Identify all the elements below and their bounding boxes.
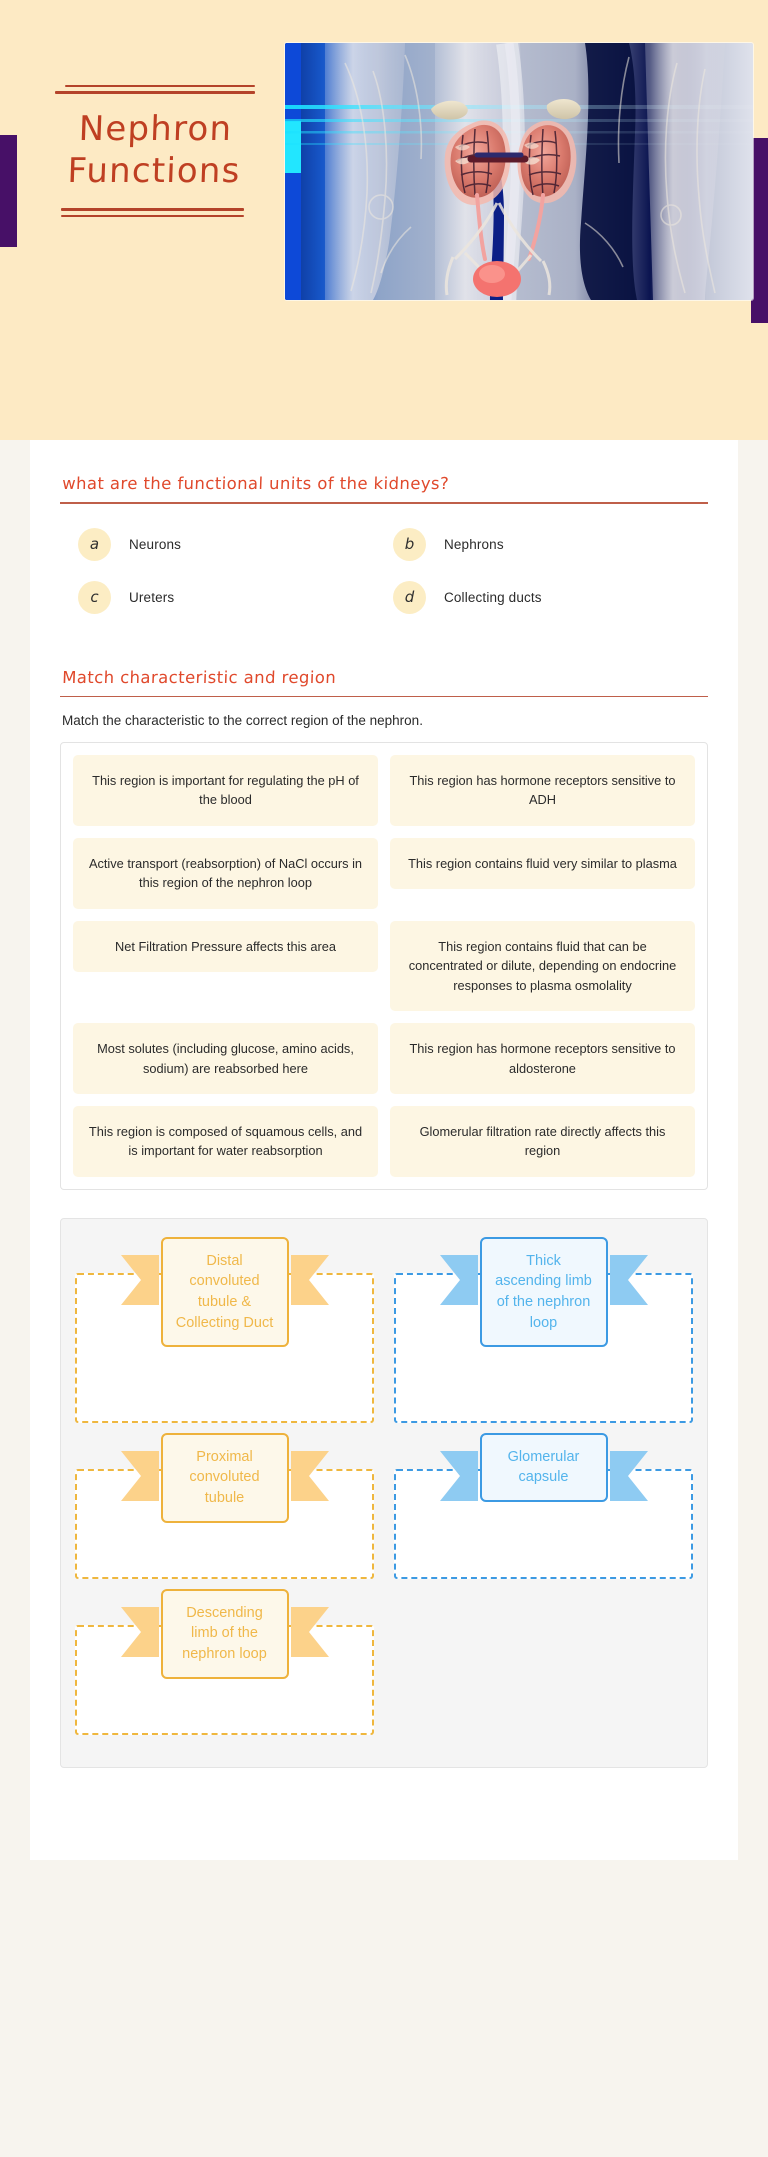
ribbon-5 — [119, 1589, 331, 1679]
ribbon-3 — [119, 1433, 331, 1523]
match-card-left-4[interactable]: Most solutes (including glucose, amino acids, sodium) are reabsorbed here — [73, 1023, 378, 1094]
option-d-bubble[interactable]: d — [393, 581, 426, 614]
option-b-bubble[interactable]: b — [393, 528, 426, 561]
match-card-right-1[interactable]: This region has hormone receptors sensitive to ADH — [390, 755, 695, 826]
question-1-heading: what are the functional units of the kidneys? — [61, 474, 450, 493]
accent-bar-left — [0, 135, 17, 247]
match-card-left-2[interactable]: Active transport (reabsorption) of NaCl occurs in this region of the nephron loop — [73, 838, 378, 909]
chip-holder-2 — [394, 1237, 693, 1347]
drag-row-3 — [75, 1589, 693, 1735]
drop-slot-4[interactable] — [394, 1433, 693, 1579]
accent-bar-right — [751, 138, 768, 323]
option-b[interactable] — [393, 528, 708, 561]
drop-slot-6-empty — [394, 1589, 693, 1735]
match-grid — [60, 742, 708, 1190]
option-c-bubble[interactable]: c — [78, 581, 111, 614]
question-1-options — [60, 528, 708, 634]
drop-slot-2[interactable] — [394, 1237, 693, 1423]
header-banner — [0, 0, 768, 440]
chip-holder-1 — [75, 1237, 374, 1347]
page-title — [53, 94, 256, 192]
title-rule-bottom-thin — [61, 215, 244, 217]
option-c-label: Ureters — [129, 589, 175, 605]
drag-chip-thick-ascending-limb[interactable]: Thick ascending limb of the nephron loop — [480, 1237, 608, 1347]
option-a-label: Neurons — [129, 536, 182, 552]
card-bottom-spacer — [30, 1768, 738, 1814]
option-a-bubble[interactable]: a — [78, 528, 111, 561]
ribbon-4 — [438, 1433, 650, 1505]
match-card-left-5[interactable]: This region is composed of squamous cells, and is important for water reabsorption — [73, 1106, 378, 1177]
chip-holder-5 — [75, 1589, 374, 1679]
option-c[interactable] — [78, 581, 393, 614]
section-spacer — [60, 634, 708, 668]
drag-drop-area — [60, 1218, 708, 1768]
chip-holder-3 — [75, 1433, 374, 1523]
page-title-line-2: Functions — [66, 151, 242, 192]
option-d-label: Collecting ducts — [444, 589, 542, 605]
drag-chip-glomerular-capsule[interactable]: Glomerular capsule — [480, 1433, 608, 1502]
match-card-right-2[interactable]: This region contains fluid very similar to plasma — [390, 838, 695, 889]
match-card-left-1[interactable]: This region is important for regulating the pH of the blood — [73, 755, 378, 826]
page-title-line-1: Nephron — [78, 109, 233, 149]
question-2-divider — [60, 696, 708, 698]
title-rule-bottom-thick — [61, 208, 244, 211]
option-a[interactable] — [78, 528, 393, 561]
match-card-right-4[interactable]: This region has hormone receptors sensitive to aldosterone — [390, 1023, 695, 1094]
drag-row-1 — [75, 1237, 693, 1423]
worksheet-card — [30, 440, 738, 1860]
question-2-heading: Match characteristic and region — [61, 667, 337, 687]
title-block — [55, 85, 255, 217]
ribbon-1 — [119, 1237, 331, 1347]
drop-slot-1[interactable] — [75, 1237, 374, 1423]
option-d[interactable] — [393, 581, 708, 614]
question-2-instruction: Match the characteristic to the correct region of the nephron. — [62, 713, 423, 728]
drag-chip-distal-convoluted-tubule[interactable]: Distal convoluted tubule & Collecting Duct — [161, 1237, 289, 1347]
match-card-right-3[interactable]: This region contains fluid that can be concentrated or dilute, depending on endocrine responses to plasma osmolality — [390, 921, 695, 1011]
drop-slot-3[interactable] — [75, 1433, 374, 1579]
match-card-right-5[interactable]: Glomerular filtration rate directly affects this region — [390, 1106, 695, 1177]
title-rule-top-thin — [65, 85, 255, 87]
drop-slot-5[interactable] — [75, 1589, 374, 1735]
kidney-anatomy-image — [285, 43, 753, 300]
kidney-anatomy-svg — [285, 43, 753, 300]
chip-holder-4 — [394, 1433, 693, 1505]
option-b-label: Nephrons — [444, 536, 504, 552]
drag-chip-proximal-convoluted-tubule[interactable]: Proximal convoluted tubule — [161, 1433, 289, 1523]
drag-row-2 — [75, 1433, 693, 1579]
drag-chip-descending-limb[interactable]: Descending limb of the nephron loop — [161, 1589, 289, 1679]
match-card-left-3[interactable]: Net Filtration Pressure affects this area — [73, 921, 378, 972]
question-1-divider — [60, 502, 708, 504]
ribbon-2 — [438, 1237, 650, 1347]
